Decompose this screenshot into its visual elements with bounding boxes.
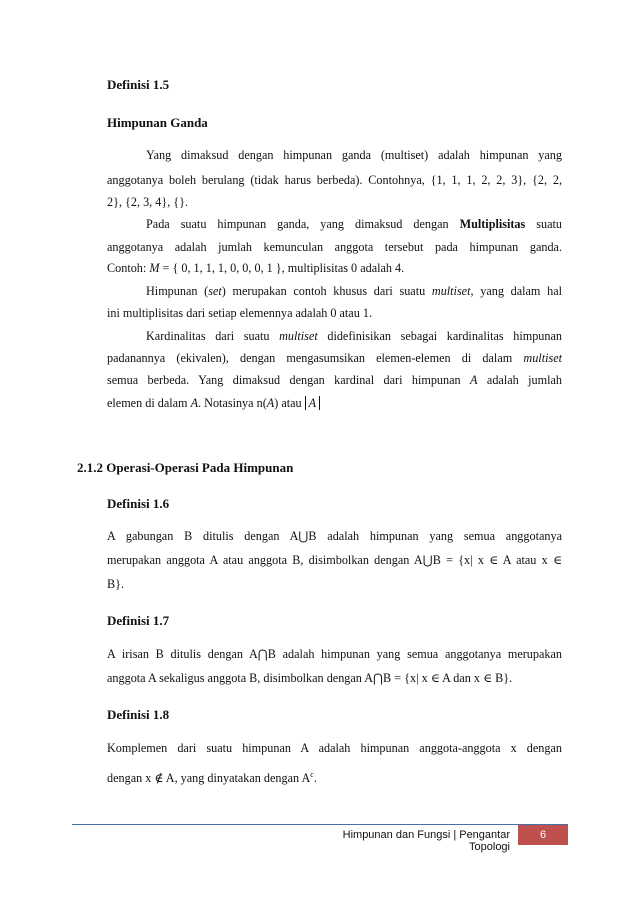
text-run: adalah jumlah — [477, 373, 562, 387]
text-run: Kardinalitas dari suatu — [146, 329, 280, 343]
paragraph-line: Yang dimaksud dengan himpunan ganda (multiset) adalah himpunan yang — [146, 148, 562, 162]
definition-1-6-title: Definisi 1.6 — [107, 496, 170, 511]
variable-m: M — [149, 261, 160, 275]
paragraph-line: anggotanya adalah jumlah kemunculan anggota tersebut pada himpunan ganda. — [107, 240, 562, 254]
variable-a: A — [190, 396, 199, 410]
paragraph-line — [146, 284, 562, 299]
paragraph-line — [107, 351, 562, 366]
section-heading: 2.1.2 Operasi-Operasi Pada Himpunan — [77, 460, 294, 475]
definition-1-7-title: Definisi 1.7 — [107, 613, 170, 628]
text-run: , yang dalam hal — [470, 284, 562, 298]
text-run: . Notasinya n( — [198, 396, 267, 410]
text-run: dengan x ∉ A, yang dinyatakan dengan A — [107, 771, 311, 786]
term-multiset: multiset — [431, 284, 471, 298]
complement-superscript: c — [310, 770, 314, 779]
text-run: Pada suatu himpunan ganda, yang dimaksud dengan — [146, 217, 460, 231]
himpunan-ganda-title: Himpunan Ganda — [107, 115, 208, 130]
text-run: semua berbeda. Yang dimaksud dengan kardinal dari himpunan — [107, 373, 471, 387]
paragraph-line — [107, 373, 562, 388]
text-run: padanannya (ekivalen), dengan mengasumsikan elemen-elemen di dalam — [107, 351, 524, 365]
paragraph-line: ini multiplisitas dari setiap elemennya adalah 0 atau 1. — [107, 306, 373, 320]
page-number-badge: 6 — [518, 825, 568, 845]
paragraph-line: Komplemen dari suatu himpunan A adalah himpunan anggota-anggota x dengan — [107, 741, 562, 755]
text-run: . — [313, 771, 317, 786]
definition-1-8-title: Definisi 1.8 — [107, 707, 170, 722]
footer-rule — [72, 824, 568, 825]
variable-a: A — [470, 373, 478, 387]
paragraph-line — [107, 396, 320, 411]
paragraph-line: A irisan B ditulis dengan A⋂B adalah himpunan yang semua anggotanya merupakan — [107, 647, 562, 661]
paragraph-line: B}. — [107, 577, 125, 591]
paragraph-line — [146, 329, 562, 344]
term-set: set — [208, 284, 222, 298]
footer-text: Himpunan dan Fungsi | Pengantar Topologi — [342, 829, 510, 853]
variable-a: A — [266, 396, 275, 410]
text-run: elemen di dalam — [107, 396, 191, 410]
paragraph-line — [146, 217, 562, 232]
text-run: ) atau — [274, 396, 305, 410]
multiplisitas-term: Multiplisitas — [459, 217, 526, 231]
text-run: Himpunan ( — [146, 284, 209, 298]
term-multiset: multiset — [523, 351, 562, 365]
term-multiset: multiset — [279, 329, 318, 343]
definition-1-5-title: Definisi 1.5 — [107, 77, 170, 92]
paragraph-line: merupakan anggota A atau anggota B, disimbolkan dengan A⋃B = {x| x ∈ A atau x ∈ — [107, 553, 562, 567]
paragraph-line — [107, 261, 404, 276]
paragraph-line: 2}, {2, 3, 4}, {}. — [107, 195, 189, 209]
paragraph-line: A gabungan B ditulis dengan A⋃B adalah himpunan yang semua anggotanya — [107, 529, 562, 543]
paragraph-line — [107, 767, 317, 786]
text-run: ) merupakan contoh khusus dari suatu — [221, 284, 432, 298]
text-run: Contoh: — [107, 261, 150, 275]
text-run: suatu — [525, 217, 562, 231]
text-run: = { 0, 1, 1, 1, 0, 0, 0, 1 }, multiplisitas 0 adalah 4. — [159, 261, 405, 275]
text-run: didefinisikan sebagai kardinalitas himpunan — [317, 329, 562, 343]
paragraph-line: anggotanya boleh berulang (tidak harus berbeda). Contohnya, {1, 1, 1, 2, 2, 3}, {2, 2, — [107, 173, 562, 187]
cardinality-notation: A — [305, 396, 320, 410]
paragraph-line: anggota A sekaligus anggota B, disimbolkan dengan A⋂B = {x| x ∈ A dan x ∈ B}. — [107, 671, 513, 685]
